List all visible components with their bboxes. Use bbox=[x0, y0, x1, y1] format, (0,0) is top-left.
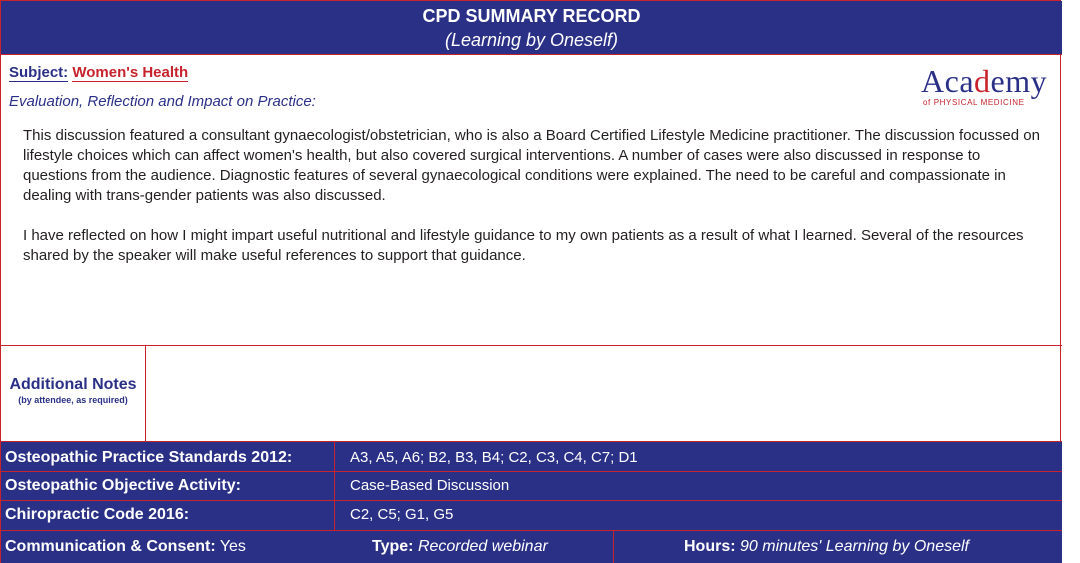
type-cell bbox=[372, 538, 548, 556]
notes-sublabel: (by attendee, as required) bbox=[18, 395, 128, 405]
hours-cell bbox=[684, 538, 969, 556]
standards-value: A3, A5, A6; B2, B3, B4; C2, C3, C4, C7; D1 bbox=[350, 449, 638, 466]
chiropractic-label: Chiropractic Code 2016: bbox=[5, 506, 190, 523]
record-subtitle: (Learning by Oneself) bbox=[444, 30, 619, 50]
consent-value: Yes bbox=[219, 538, 246, 555]
hours-label: Hours: bbox=[684, 538, 736, 555]
subject-value: Women's Health bbox=[72, 64, 189, 81]
subject-line bbox=[9, 64, 188, 81]
activity-label: Osteopathic Objective Activity: bbox=[5, 477, 241, 494]
standards-row bbox=[1, 441, 1062, 471]
notes-title: Additional Notes bbox=[9, 376, 137, 393]
logo-tagline: of PHYSICAL MEDICINE bbox=[923, 98, 1025, 107]
consent-label: Communication & Consent: bbox=[5, 538, 216, 555]
info-table bbox=[1, 441, 1062, 563]
additional-notes-row bbox=[1, 345, 1062, 441]
evaluation-heading: Evaluation, Reflection and Impact on Practice: bbox=[9, 93, 316, 110]
reflection-body bbox=[23, 126, 1048, 286]
column-divider bbox=[613, 531, 614, 563]
chiropractic-row bbox=[1, 500, 1062, 530]
academy-logo bbox=[921, 65, 1055, 115]
activity-value: Case-Based Discussion bbox=[350, 477, 510, 494]
reflection-paragraph: This discussion featured a consultant gynaecologist/obstetrician, who is also a Board Certified Lifestyle Medicine practitioner. The discussion focussed on lifestyle choices which can affect women's health, but also covered surgical interventions. A number of cases were also discussed in response to questions from the audience. Diagnostic features of several gynaecological conditions were explained. The need to be careful and compassionate in dealing with trans-gender patients was also discussed. bbox=[23, 127, 1040, 204]
additional-notes-field[interactable] bbox=[147, 346, 1061, 442]
column-divider bbox=[334, 501, 335, 531]
summary-row bbox=[1, 530, 1062, 563]
column-divider bbox=[334, 442, 335, 472]
additional-notes-label bbox=[1, 346, 146, 442]
reflection-paragraph: I have reflected on how I might impart useful nutritional and lifestyle guidance to my own patients as a result of what I learned. Several of the resources shared by the speaker will make useful references to support that guidance. bbox=[23, 227, 1024, 264]
record-title: CPD SUMMARY RECORD bbox=[422, 6, 641, 26]
logo-wordmark: Academy bbox=[921, 63, 1048, 99]
subject-label: Subject: bbox=[9, 64, 69, 81]
type-label: Type: bbox=[372, 538, 414, 555]
chiropractic-value: C2, C5; G1, G5 bbox=[350, 506, 454, 523]
consent-cell bbox=[5, 538, 246, 556]
header-bar bbox=[1, 1, 1062, 55]
type-value: Recorded webinar bbox=[417, 538, 548, 555]
hours-value: 90 minutes' Learning by Oneself bbox=[740, 538, 969, 555]
standards-label: Osteopathic Practice Standards 2012: bbox=[5, 449, 293, 466]
activity-row bbox=[1, 471, 1062, 500]
column-divider bbox=[334, 472, 335, 501]
